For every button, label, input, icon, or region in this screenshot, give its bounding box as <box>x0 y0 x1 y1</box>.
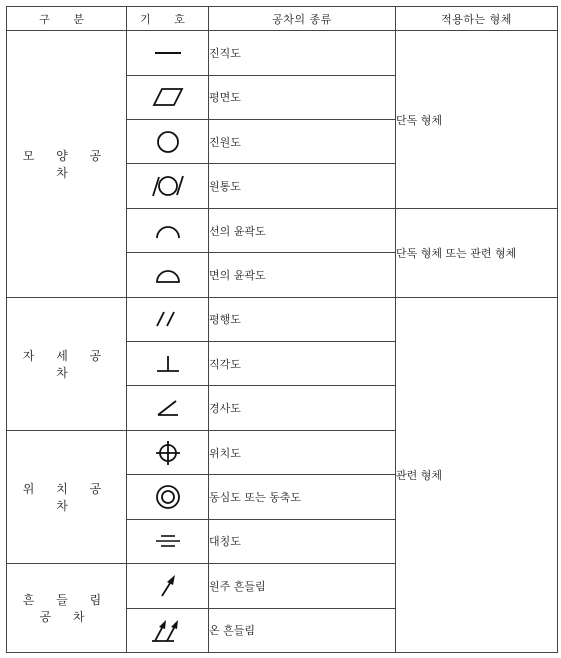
straightness-icon <box>152 43 184 63</box>
symbol-cell <box>127 31 209 75</box>
kind-cell <box>209 164 396 208</box>
position-icon <box>152 439 184 467</box>
circularity-icon <box>152 129 184 155</box>
category-runout: 흔 들 림 공 차 <box>7 564 127 653</box>
applies-label: 단독 형체 <box>396 113 443 127</box>
category-location: 위 치 공 차 <box>7 430 127 563</box>
kind-cell <box>209 475 396 519</box>
applies-label: 단독 형체 또는 관련 형체 <box>396 246 517 260</box>
symbol-cell <box>127 386 209 430</box>
symbol-cell <box>127 208 209 252</box>
kind-cell <box>209 297 396 341</box>
circular-runout-icon <box>152 572 184 600</box>
kind-label: 진직도 <box>209 46 241 60</box>
category-form: 모 양 공 차 <box>7 31 127 297</box>
surface-profile-icon <box>152 264 184 286</box>
angularity-icon <box>152 397 184 419</box>
header-category: 구 분 <box>7 7 127 31</box>
kind-label: 온 흔들림 <box>209 624 256 638</box>
kind-label: 대칭도 <box>209 535 241 549</box>
flatness-icon <box>152 86 184 108</box>
kind-label: 원통도 <box>209 180 241 194</box>
applies-related <box>396 297 558 652</box>
kind-label: 위치도 <box>209 446 241 460</box>
applies-label: 관련 형체 <box>396 468 443 482</box>
symbol-cell <box>127 342 209 386</box>
kind-cell <box>209 386 396 430</box>
kind-label: 면의 윤곽도 <box>209 268 266 282</box>
kind-label: 진원도 <box>209 135 241 149</box>
kind-cell <box>209 608 396 653</box>
symbol-cell <box>127 120 209 164</box>
symbol-cell <box>127 430 209 474</box>
kind-cell <box>209 519 396 563</box>
symbol-cell <box>127 519 209 563</box>
symbol-cell <box>127 608 209 653</box>
kind-cell <box>209 208 396 252</box>
kind-label: 평면도 <box>209 91 241 105</box>
symbol-cell <box>127 475 209 519</box>
table-row <box>7 31 558 75</box>
header-kind: 공차의 종류 <box>209 7 396 31</box>
line-profile-icon <box>152 220 184 242</box>
kind-label: 직각도 <box>209 357 241 371</box>
applies-single-or-related <box>396 208 558 297</box>
parallelism-icon <box>152 308 184 330</box>
kind-label: 평행도 <box>209 313 241 327</box>
symbol-cell <box>127 297 209 341</box>
header-symbol: 기 호 <box>127 7 209 31</box>
header-row <box>7 7 558 31</box>
concentricity-icon <box>152 483 184 511</box>
total-runout-icon <box>148 616 188 644</box>
kind-label: 동심도 또는 동축도 <box>209 490 302 504</box>
symbol-cell <box>127 75 209 119</box>
symbol-cell <box>127 164 209 208</box>
kind-cell <box>209 564 396 608</box>
kind-cell <box>209 31 396 75</box>
symbol-cell <box>127 564 209 608</box>
kind-cell <box>209 342 396 386</box>
kind-label: 원주 흔들림 <box>209 579 266 593</box>
kind-cell <box>209 75 396 119</box>
cylindricity-icon <box>150 173 186 199</box>
kind-cell <box>209 430 396 474</box>
kind-cell <box>209 253 396 297</box>
category-orientation: 자 세 공 차 <box>7 297 127 430</box>
tolerance-table-container <box>6 6 557 653</box>
perpendicularity-icon <box>152 353 184 375</box>
applies-single <box>396 31 558 209</box>
kind-label: 경사도 <box>209 402 241 416</box>
symmetry-icon <box>152 530 184 552</box>
geometric-tolerance-table <box>6 6 558 653</box>
symbol-cell <box>127 253 209 297</box>
kind-cell <box>209 120 396 164</box>
kind-label: 선의 윤곽도 <box>209 224 266 238</box>
header-applies: 적용하는 형체 <box>396 7 558 31</box>
table-row <box>7 297 558 341</box>
